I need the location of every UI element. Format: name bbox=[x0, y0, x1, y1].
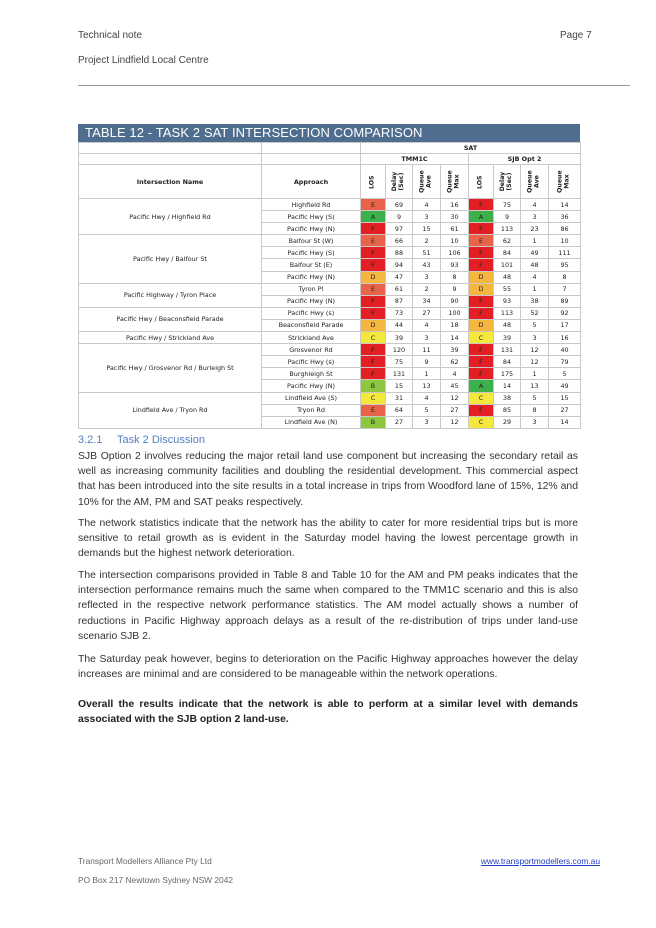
los-cell-b: F bbox=[469, 223, 494, 235]
delay-cell-a: 94 bbox=[386, 259, 413, 271]
col-queue-ave-a: Queue Ave bbox=[413, 165, 441, 199]
blank-cell bbox=[79, 143, 262, 154]
queue-max-cell-a: 27 bbox=[441, 404, 469, 416]
col-delay-a: Delay (Sec) bbox=[386, 165, 413, 199]
scenario-a-header: TMM1C bbox=[361, 154, 469, 165]
queue-max-cell-b: 15 bbox=[549, 392, 581, 404]
queue-ave-cell-a: 4 bbox=[413, 392, 441, 404]
queue-max-cell-b: 10 bbox=[549, 235, 581, 247]
queue-ave-cell-b: 23 bbox=[521, 223, 549, 235]
delay-cell-a: 27 bbox=[386, 416, 413, 428]
los-cell-a: E bbox=[361, 199, 386, 211]
los-cell-b: D bbox=[469, 319, 494, 331]
los-cell-b: F bbox=[469, 344, 494, 356]
paragraph: The network statistics indicate that the network has the ability to cater for more residential trips but is more sensitive to retail growth as is evident in the Saturday model having the lowest percentage growth in demands but the highest network deterioration. bbox=[78, 518, 578, 560]
queue-ave-cell-a: 3 bbox=[413, 332, 441, 344]
delay-cell-a: 31 bbox=[386, 392, 413, 404]
delay-cell-b: 55 bbox=[494, 283, 521, 295]
col-intersection-name: Intersection Name bbox=[79, 165, 262, 199]
queue-ave-cell-a: 15 bbox=[413, 223, 441, 235]
queue-max-cell-b: 27 bbox=[549, 404, 581, 416]
queue-ave-cell-a: 51 bbox=[413, 247, 441, 259]
approach-cell: Burghleigh St bbox=[262, 368, 361, 380]
queue-ave-cell-b: 48 bbox=[521, 259, 549, 271]
delay-cell-b: 131 bbox=[494, 344, 521, 356]
table-row bbox=[79, 199, 581, 211]
blank-cell bbox=[79, 154, 262, 165]
scenario-b-header: SJB Opt 2 bbox=[469, 154, 581, 165]
queue-ave-cell-b: 52 bbox=[521, 307, 549, 319]
queue-max-cell-b: 49 bbox=[549, 380, 581, 392]
delay-cell-a: 131 bbox=[386, 368, 413, 380]
queue-max-cell-b: 7 bbox=[549, 283, 581, 295]
table-row bbox=[79, 344, 581, 356]
queue-ave-cell-a: 43 bbox=[413, 259, 441, 271]
delay-cell-b: 62 bbox=[494, 235, 521, 247]
queue-ave-cell-b: 13 bbox=[521, 380, 549, 392]
queue-ave-cell-b: 5 bbox=[521, 392, 549, 404]
delay-cell-a: 61 bbox=[386, 283, 413, 295]
los-cell-b: C bbox=[469, 416, 494, 428]
section-number: 3.2.1 bbox=[78, 434, 103, 446]
queue-ave-cell-b: 8 bbox=[521, 404, 549, 416]
queue-ave-cell-b: 1 bbox=[521, 368, 549, 380]
approach-cell: Highfield Rd bbox=[262, 199, 361, 211]
queue-ave-cell-b: 12 bbox=[521, 344, 549, 356]
queue-max-cell-a: 106 bbox=[441, 247, 469, 259]
approach-cell: Pacific Hwy (s) bbox=[262, 307, 361, 319]
queue-max-cell-a: 39 bbox=[441, 344, 469, 356]
delay-cell-a: 69 bbox=[386, 199, 413, 211]
queue-max-cell-b: 14 bbox=[549, 199, 581, 211]
queue-ave-cell-b: 4 bbox=[521, 271, 549, 283]
los-cell-a: F bbox=[361, 295, 386, 307]
header-project: Project Lindfield Local Centre bbox=[78, 55, 209, 66]
queue-ave-cell-a: 3 bbox=[413, 271, 441, 283]
los-cell-a: E bbox=[361, 235, 386, 247]
los-cell-a: F bbox=[361, 344, 386, 356]
los-cell-a: E bbox=[361, 404, 386, 416]
delay-cell-a: 120 bbox=[386, 344, 413, 356]
queue-ave-cell-a: 9 bbox=[413, 356, 441, 368]
queue-max-cell-b: 8 bbox=[549, 271, 581, 283]
los-cell-a: A bbox=[361, 211, 386, 223]
section-title: Task 2 Discussion bbox=[117, 434, 206, 446]
queue-max-cell-a: 12 bbox=[441, 392, 469, 404]
delay-cell-b: 85 bbox=[494, 404, 521, 416]
queue-max-cell-b: 89 bbox=[549, 295, 581, 307]
table-row bbox=[79, 332, 581, 344]
los-cell-b: D bbox=[469, 283, 494, 295]
delay-cell-b: 84 bbox=[494, 247, 521, 259]
conclusion-paragraph: Overall the results indicate that the network is able to perform at a similar level with demands associated with the SJB option 2 land-use. bbox=[78, 699, 578, 726]
los-cell-a: D bbox=[361, 271, 386, 283]
queue-max-cell-b: 40 bbox=[549, 344, 581, 356]
intersection-name-cell: Pacific Hwy / Balfour St bbox=[79, 235, 262, 283]
los-cell-a: F bbox=[361, 259, 386, 271]
intersection-name-cell: Lindfield Ave / Tryon Rd bbox=[79, 392, 262, 428]
table-row bbox=[79, 392, 581, 404]
los-cell-a: C bbox=[361, 392, 386, 404]
queue-ave-cell-b: 1 bbox=[521, 283, 549, 295]
queue-max-cell-a: 93 bbox=[441, 259, 469, 271]
queue-max-cell-b: 16 bbox=[549, 332, 581, 344]
approach-cell: Pacific Hwy (N) bbox=[262, 295, 361, 307]
queue-ave-cell-b: 1 bbox=[521, 235, 549, 247]
blank-cell bbox=[262, 154, 361, 165]
los-cell-b: C bbox=[469, 332, 494, 344]
queue-ave-cell-b: 3 bbox=[521, 416, 549, 428]
queue-max-cell-b: 5 bbox=[549, 368, 581, 380]
queue-max-cell-b: 92 bbox=[549, 307, 581, 319]
los-cell-b: C bbox=[469, 392, 494, 404]
approach-cell: Tryon Rd bbox=[262, 404, 361, 416]
delay-cell-b: 48 bbox=[494, 271, 521, 283]
delay-cell-a: 87 bbox=[386, 295, 413, 307]
los-cell-a: F bbox=[361, 247, 386, 259]
approach-cell: Pacific Hwy (N) bbox=[262, 223, 361, 235]
los-cell-b: F bbox=[469, 247, 494, 259]
queue-ave-cell-a: 1 bbox=[413, 368, 441, 380]
los-cell-b: E bbox=[469, 235, 494, 247]
delay-cell-b: 113 bbox=[494, 223, 521, 235]
delay-cell-a: 9 bbox=[386, 211, 413, 223]
los-cell-a: F bbox=[361, 307, 386, 319]
delay-cell-b: 113 bbox=[494, 307, 521, 319]
los-cell-a: F bbox=[361, 356, 386, 368]
queue-max-cell-a: 61 bbox=[441, 223, 469, 235]
delay-cell-a: 47 bbox=[386, 271, 413, 283]
queue-max-cell-b: 36 bbox=[549, 211, 581, 223]
approach-cell: Pacific Hwy (N) bbox=[262, 271, 361, 283]
header-doc-type: Technical note bbox=[78, 30, 142, 41]
los-cell-b: F bbox=[469, 199, 494, 211]
queue-ave-cell-a: 3 bbox=[413, 416, 441, 428]
queue-max-cell-b: 95 bbox=[549, 259, 581, 271]
approach-cell: Pacific Hwy (S) bbox=[262, 211, 361, 223]
col-los-a: LOS bbox=[361, 165, 386, 199]
los-cell-a: C bbox=[361, 332, 386, 344]
queue-max-cell-a: 14 bbox=[441, 332, 469, 344]
los-cell-b: F bbox=[469, 259, 494, 271]
approach-cell: Lindfield Ave (N) bbox=[262, 416, 361, 428]
queue-ave-cell-a: 4 bbox=[413, 319, 441, 331]
queue-max-cell-a: 90 bbox=[441, 295, 469, 307]
los-cell-a: E bbox=[361, 283, 386, 295]
header-page-number: Page 7 bbox=[560, 30, 592, 41]
los-cell-a: D bbox=[361, 319, 386, 331]
delay-cell-b: 84 bbox=[494, 356, 521, 368]
footer-company: Transport Modellers Alliance Pty Ltd bbox=[78, 856, 212, 866]
delay-cell-b: 175 bbox=[494, 368, 521, 380]
col-delay-b: Delay (Sec) bbox=[494, 165, 521, 199]
table-row bbox=[79, 283, 581, 295]
paragraph: The intersection comparisons provided in Table 8 and Table 10 for the AM and PM peaks indicates that the intersection performance remains much the same when compared to the TMM1C scenario and this is also reflected in the respective network performance statistics. The AM model actually shows a number of reductions in Pacific Highway approach delays as a result of the re-distribution of trips under land-use scenario SJB 2. bbox=[78, 570, 578, 642]
delay-cell-a: 39 bbox=[386, 332, 413, 344]
delay-cell-b: 38 bbox=[494, 392, 521, 404]
queue-max-cell-a: 8 bbox=[441, 271, 469, 283]
paragraph: The Saturday peak however, begins to deterioration on the Pacific Highway approaches however the delay increases are minimal and are considered to be manageable within the network operations. bbox=[78, 654, 578, 681]
approach-cell: Grosvenor Rd bbox=[262, 344, 361, 356]
intersection-name-cell: Pacific Highway / Tyron Place bbox=[79, 283, 262, 307]
delay-cell-a: 97 bbox=[386, 223, 413, 235]
approach-cell: Pacific Hwy (N) bbox=[262, 380, 361, 392]
delay-cell-b: 39 bbox=[494, 332, 521, 344]
queue-max-cell-a: 16 bbox=[441, 199, 469, 211]
queue-max-cell-b: 111 bbox=[549, 247, 581, 259]
queue-ave-cell-a: 11 bbox=[413, 344, 441, 356]
delay-cell-a: 75 bbox=[386, 356, 413, 368]
queue-ave-cell-a: 13 bbox=[413, 380, 441, 392]
queue-ave-cell-a: 27 bbox=[413, 307, 441, 319]
delay-cell-b: 9 bbox=[494, 211, 521, 223]
approach-cell: Tyron Pl bbox=[262, 283, 361, 295]
queue-max-cell-a: 10 bbox=[441, 235, 469, 247]
los-cell-a: F bbox=[361, 368, 386, 380]
los-cell-b: F bbox=[469, 368, 494, 380]
queue-max-cell-a: 45 bbox=[441, 380, 469, 392]
queue-ave-cell-b: 12 bbox=[521, 356, 549, 368]
delay-cell-a: 66 bbox=[386, 235, 413, 247]
queue-ave-cell-a: 2 bbox=[413, 235, 441, 247]
header-divider bbox=[78, 85, 630, 86]
queue-max-cell-b: 86 bbox=[549, 223, 581, 235]
los-cell-b: F bbox=[469, 307, 494, 319]
queue-ave-cell-b: 4 bbox=[521, 199, 549, 211]
queue-max-cell-a: 100 bbox=[441, 307, 469, 319]
intersection-name-cell: Pacific Hwy / Strickland Ave bbox=[79, 332, 262, 344]
approach-cell: Balfour St (W) bbox=[262, 235, 361, 247]
blank-cell bbox=[262, 143, 361, 154]
los-cell-b: F bbox=[469, 404, 494, 416]
los-cell-b: A bbox=[469, 380, 494, 392]
delay-cell-a: 15 bbox=[386, 380, 413, 392]
queue-ave-cell-b: 3 bbox=[521, 211, 549, 223]
queue-ave-cell-b: 49 bbox=[521, 247, 549, 259]
delay-cell-b: 93 bbox=[494, 295, 521, 307]
table-grid bbox=[78, 142, 581, 429]
queue-max-cell-a: 4 bbox=[441, 368, 469, 380]
los-cell-a: B bbox=[361, 416, 386, 428]
sat-group-header: SAT bbox=[361, 143, 581, 154]
table-title: TABLE 12 - TASK 2 SAT INTERSECTION COMPARISON bbox=[78, 124, 580, 142]
delay-cell-a: 73 bbox=[386, 307, 413, 319]
queue-max-cell-b: 14 bbox=[549, 416, 581, 428]
queue-ave-cell-a: 4 bbox=[413, 199, 441, 211]
queue-ave-cell-a: 3 bbox=[413, 211, 441, 223]
col-approach: Approach bbox=[262, 165, 361, 199]
queue-max-cell-a: 9 bbox=[441, 283, 469, 295]
delay-cell-b: 75 bbox=[494, 199, 521, 211]
col-los-b: LOS bbox=[469, 165, 494, 199]
approach-cell: Balfour St (E) bbox=[262, 259, 361, 271]
los-cell-b: F bbox=[469, 356, 494, 368]
queue-ave-cell-b: 5 bbox=[521, 319, 549, 331]
queue-ave-cell-b: 38 bbox=[521, 295, 549, 307]
queue-max-cell-a: 12 bbox=[441, 416, 469, 428]
delay-cell-a: 64 bbox=[386, 404, 413, 416]
queue-ave-cell-a: 2 bbox=[413, 283, 441, 295]
col-queue-max-b: Queue Max bbox=[549, 165, 581, 199]
delay-cell-b: 48 bbox=[494, 319, 521, 331]
delay-cell-b: 29 bbox=[494, 416, 521, 428]
queue-max-cell-a: 18 bbox=[441, 319, 469, 331]
los-cell-b: A bbox=[469, 211, 494, 223]
los-cell-a: B bbox=[361, 380, 386, 392]
delay-cell-b: 14 bbox=[494, 380, 521, 392]
approach-cell: Beaconsfield Parade bbox=[262, 319, 361, 331]
queue-ave-cell-b: 3 bbox=[521, 332, 549, 344]
queue-ave-cell-a: 5 bbox=[413, 404, 441, 416]
delay-cell-a: 88 bbox=[386, 247, 413, 259]
queue-max-cell-b: 17 bbox=[549, 319, 581, 331]
intersection-comparison-table bbox=[78, 124, 580, 429]
queue-max-cell-a: 62 bbox=[441, 356, 469, 368]
los-cell-a: F bbox=[361, 223, 386, 235]
col-queue-max-a: Queue Max bbox=[441, 165, 469, 199]
queue-max-cell-a: 30 bbox=[441, 211, 469, 223]
delay-cell-b: 101 bbox=[494, 259, 521, 271]
approach-cell: Lindfield Ave (S) bbox=[262, 392, 361, 404]
los-cell-b: D bbox=[469, 271, 494, 283]
intersection-name-cell: Pacific Hwy / Beaconsfield Parade bbox=[79, 307, 262, 331]
paragraph: SJB Option 2 involves reducing the major retail land use component but increasing the secondary retail as well as increasing community facilities and doubling the residential development. This commercial aspect that has been introduced into the site results in a total increase in trips from Woodford lane of 15%, 12% and 10% for the AM, PM and SAT peaks respectively. bbox=[78, 451, 578, 508]
queue-max-cell-b: 79 bbox=[549, 356, 581, 368]
table-row bbox=[79, 235, 581, 247]
queue-ave-cell-a: 34 bbox=[413, 295, 441, 307]
footer-website-link[interactable]: www.transportmodellers.com.au bbox=[480, 856, 600, 866]
delay-cell-a: 44 bbox=[386, 319, 413, 331]
footer-address: PO Box 217 Newtown Sydney NSW 2042 bbox=[78, 875, 234, 885]
approach-cell: Pacific Hwy (s) bbox=[262, 356, 361, 368]
table-row bbox=[79, 307, 581, 319]
approach-cell: Strickland Ave bbox=[262, 332, 361, 344]
col-queue-ave-b: Queue Ave bbox=[521, 165, 549, 199]
intersection-name-cell: Pacific Hwy / Highfield Rd bbox=[79, 199, 262, 235]
approach-cell: Pacific Hwy (S) bbox=[262, 247, 361, 259]
intersection-name-cell: Pacific Hwy / Grosvenor Rd / Burleigh St bbox=[79, 344, 262, 392]
los-cell-b: F bbox=[469, 295, 494, 307]
